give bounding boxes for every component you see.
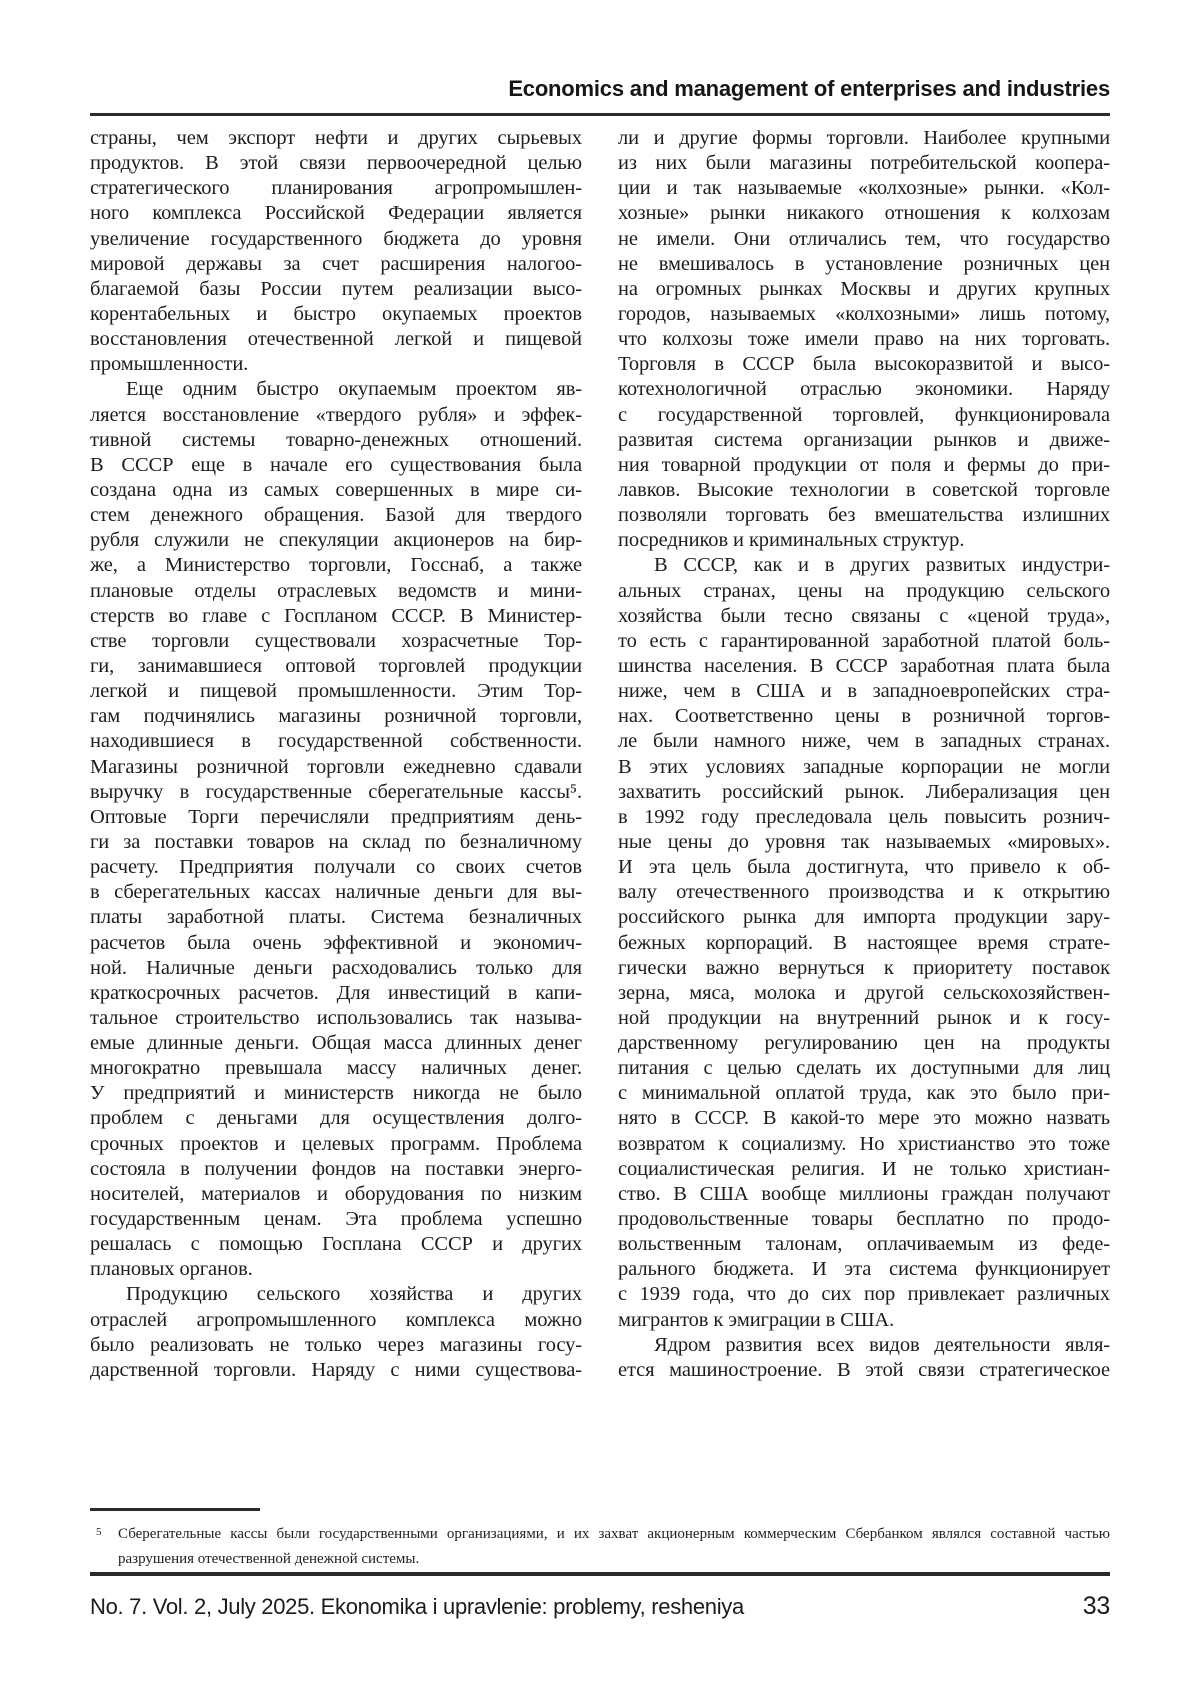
text-line: гически важно вернуться к приоритету поставок xyxy=(618,956,1110,979)
text-line: Продукцию сельского хозяйства и других xyxy=(126,1283,582,1306)
page-footer xyxy=(90,1592,1110,1621)
text-line: состояла в получении фондов на поставки энерго- xyxy=(90,1157,582,1180)
text-line: емые длинные деньги. Общая масса длинных денег xyxy=(90,1032,582,1055)
footer-rule xyxy=(90,1572,1110,1576)
text-line: выручку в государственные сберегательные кассы⁵. xyxy=(90,780,582,803)
text-line: Еще одним быстро окупаемым проектом яв- xyxy=(126,378,582,401)
text-line: с государственной торговлей, функционировала xyxy=(618,403,1110,426)
text-line: увеличение государственного бюджета до уровня xyxy=(90,227,582,250)
footnote-separator-rule xyxy=(90,1508,260,1511)
text-line: корентабельных и быстро окупаемых проектов xyxy=(90,302,582,325)
text-line: срочных проектов и целевых программ. Проблема xyxy=(90,1132,582,1155)
text-line: продовольственные товары бесплатно по продо- xyxy=(618,1208,1110,1231)
text-line: ного комплекса Российской Федерации является xyxy=(90,202,582,225)
text-line: Ядром развития всех видов деятельности явля- xyxy=(654,1333,1110,1356)
text-line: то есть с гарантированной заработной платой боль- xyxy=(618,629,1110,652)
text-line: зерна, мяса, молока и другой сельскохозяйствен- xyxy=(618,981,1110,1004)
text-line: Оптовые Торги перечисляли предприятиям день- xyxy=(90,805,582,828)
text-line: Торговля в СССР была высокоразвитой и высо- xyxy=(618,353,1110,376)
text-line: альных странах, цены на продукцию сельского xyxy=(618,579,1110,602)
text-line: рубля служили не спекуляции акционеров на бир- xyxy=(90,529,582,552)
text-line: стратегического планирования агропромышлен- xyxy=(90,177,582,200)
text-line: страны, чем экспорт нефти и других сырьевых xyxy=(90,127,582,149)
footer-issue-info: No. 7. Vol. 2, July 2025. Ekonomika i upravlenie: problemy, resheniya xyxy=(90,1594,744,1619)
text-column-left xyxy=(90,126,582,1383)
text-line: с 1939 года, что до сих пор привлекает различных xyxy=(618,1283,1110,1306)
text-line: ги, занимавшиеся оптовой торговлей продукции xyxy=(90,654,582,677)
text-line: котехнологичной отраслью экономики. Наряду xyxy=(618,378,1110,401)
text-line: хозные» рынки никакого отношения к колхозам xyxy=(618,202,1110,225)
text-line: носителей, материалов и оборудования по низким xyxy=(90,1182,582,1205)
text-line: лавков. Высокие технологии в советской торговле xyxy=(618,478,1110,501)
text-line: стве торговли существовали хозрасчетные Тор- xyxy=(90,629,582,652)
footer-page-number: 33 xyxy=(1082,1592,1110,1620)
text-line: многократно превышала массу наличных денег. xyxy=(90,1057,582,1080)
text-line: вольственным талонам, оплачиваемым из феде- xyxy=(618,1233,1110,1256)
text-line: позволяли торговать без вмешательства излишних xyxy=(618,504,1110,527)
text-line: захватить российский рынок. Либерализация цен xyxy=(618,780,1110,803)
text-line: мировой державы за счет расширения налогоо- xyxy=(90,252,582,275)
text-line: проблем с деньгами для осуществления долго- xyxy=(90,1107,582,1130)
text-line: расчету. Предприятия получали со своих счетов xyxy=(90,856,582,879)
text-line: нах. Соответственно цены в розничной торгов- xyxy=(618,705,1110,728)
text-line: И эта цель была достигнута, что привело к об- xyxy=(618,856,1110,879)
text-line: российского рынка для импорта продукции зару- xyxy=(618,906,1110,929)
text-line: не вмешивалось в установление розничных цен xyxy=(618,252,1110,275)
text-line: промышленности. xyxy=(90,353,249,376)
text-line: питания с целью сделать их доступными для лиц xyxy=(618,1057,1110,1080)
text-line: продуктов. В этой связи первоочередной целью xyxy=(90,152,582,175)
text-line: ния товарной продукции от поля и фермы до при- xyxy=(618,453,1110,476)
text-line: В СССР еще в начале его существования была xyxy=(90,453,582,476)
text-line: валу отечественного производства и к открытию xyxy=(618,881,1110,904)
text-line: посредников и криминальных структур. xyxy=(618,529,965,552)
text-line: городов, называемых «колхозными» лишь потому, xyxy=(618,302,1110,325)
text-line: гам подчинялись магазины розничной торговли, xyxy=(90,705,582,728)
text-line: дарственной торговли. Наряду с ними существова- xyxy=(90,1358,582,1381)
text-line: тивной системы товарно-денежных отношений. xyxy=(90,428,582,451)
text-line: социалистическая религия. И не только христиан- xyxy=(618,1157,1110,1180)
text-line: возвратом к социализму. Но христианство это тоже xyxy=(618,1132,1110,1155)
header-rule xyxy=(90,113,1110,116)
text-line: рального бюджета. И эта система функционирует xyxy=(618,1258,1110,1281)
text-line: Магазины розничной торговли ежедневно сдавали xyxy=(90,755,582,778)
text-line: находившиеся в государственной собственности. xyxy=(90,730,582,753)
text-line: тальное строительство использовались так называ- xyxy=(90,1006,582,1029)
text-line: нято в СССР. В какой-то мере это можно назвать xyxy=(618,1107,1110,1130)
footnote xyxy=(90,1522,1110,1572)
text-line: развитая система организации рынков и движе- xyxy=(618,428,1110,451)
text-line: ле были намного ниже, чем в западных странах. xyxy=(618,730,1110,753)
text-line: платы заработной платы. Система безналичных xyxy=(90,906,582,929)
text-line: с минимальной оплатой труда, как это было при- xyxy=(618,1082,1110,1105)
text-line: дарственному регулированию цен на продукты xyxy=(618,1032,1110,1055)
text-line: плановые отделы отраслевых ведомств и мини- xyxy=(90,579,582,602)
article-body xyxy=(90,126,1110,1383)
text-line: из них были магазины потребительской коопера- xyxy=(618,152,1110,175)
text-line: в сберегательных кассах наличные деньги для вы- xyxy=(90,881,582,904)
text-line: решалась с помощью Госплана СССР и других xyxy=(90,1233,582,1256)
text-line: легкой и пищевой промышленности. Этим Тор- xyxy=(90,680,582,703)
text-line: ли и другие формы торговли. Наиболее крупными xyxy=(618,127,1110,149)
text-line: благаемой базы России путем реализации высо- xyxy=(90,277,582,300)
text-line: ниже, чем в США и в западноевропейских стра- xyxy=(618,680,1110,703)
text-line: ги за поставки товаров на склад по безналичному xyxy=(90,830,582,853)
text-line: создана одна из самых совершенных в мире си- xyxy=(90,478,582,501)
text-line: в 1992 году преследовала цель повысить рознич- xyxy=(618,805,1110,828)
text-line: стем денежного обращения. Базой для твердого xyxy=(90,504,582,527)
text-column-right xyxy=(618,126,1110,1383)
text-line: ляется восстановление «твердого рубля» и эффек- xyxy=(90,403,582,426)
text-line: ной. Наличные деньги расходовались только для xyxy=(90,956,582,979)
text-line: ной продукции на внутренний рынок и к госу- xyxy=(618,1006,1110,1029)
text-line: краткосрочных расчетов. Для инвестиций в капи- xyxy=(90,981,582,1004)
text-line: хозяйства были тесно связаны с «ценой труда», xyxy=(618,604,1110,627)
text-line: на огромных рынках Москвы и других крупных xyxy=(618,277,1110,300)
text-line: ные цены до уровня так называемых «мировых». xyxy=(618,830,1110,853)
text-line: что колхозы тоже имели право на них торговать. xyxy=(618,328,1110,351)
text-line: В этих условиях западные корпорации не могли xyxy=(618,755,1110,778)
text-line: стерств во главе с Госпланом СССР. В Министер- xyxy=(90,604,582,627)
text-line: же, а Министерство торговли, Госснаб, а также xyxy=(90,554,582,577)
text-line: восстановления отечественной легкой и пищевой xyxy=(90,328,582,351)
text-line: В СССР, как и в других развитых индустри- xyxy=(654,554,1110,577)
text-line: шинства населения. В СССР заработная плата была xyxy=(618,654,1110,677)
text-line: было реализовать не только через магазины госу- xyxy=(90,1333,582,1356)
running-head-title: Economics and management of enterprises and industries xyxy=(508,76,1110,101)
footnote-text: Сберегательные кассы были государственными организациями, и их захват акционерным коммерческим Сбербанком являлся составной частью разрушения отечественной денежной системы. xyxy=(118,1526,1110,1567)
text-line: отраслей агропромышленного комплекса можно xyxy=(90,1308,582,1331)
text-line: плановых органов. xyxy=(90,1258,253,1281)
text-line: ется машиностроение. В этой связи стратегическое xyxy=(618,1358,1110,1381)
text-line: мигрантов к эмиграции в США. xyxy=(618,1308,895,1331)
text-line: расчетов была очень эффективной и экономич- xyxy=(90,931,582,954)
text-line: бежных корпораций. В настоящее время страте- xyxy=(618,931,1110,954)
text-line: ство. В США вообще миллионы граждан получают xyxy=(618,1182,1110,1205)
text-line: не имели. Они отличались тем, что государство xyxy=(618,227,1110,250)
footnote-marker: 5 xyxy=(96,1526,102,1538)
text-line: государственным ценам. Эта проблема успешно xyxy=(90,1208,582,1231)
text-line: У предприятий и министерств никогда не было xyxy=(90,1082,582,1105)
text-line: ции и так называемые «колхозные» рынки. «Кол- xyxy=(618,177,1110,200)
